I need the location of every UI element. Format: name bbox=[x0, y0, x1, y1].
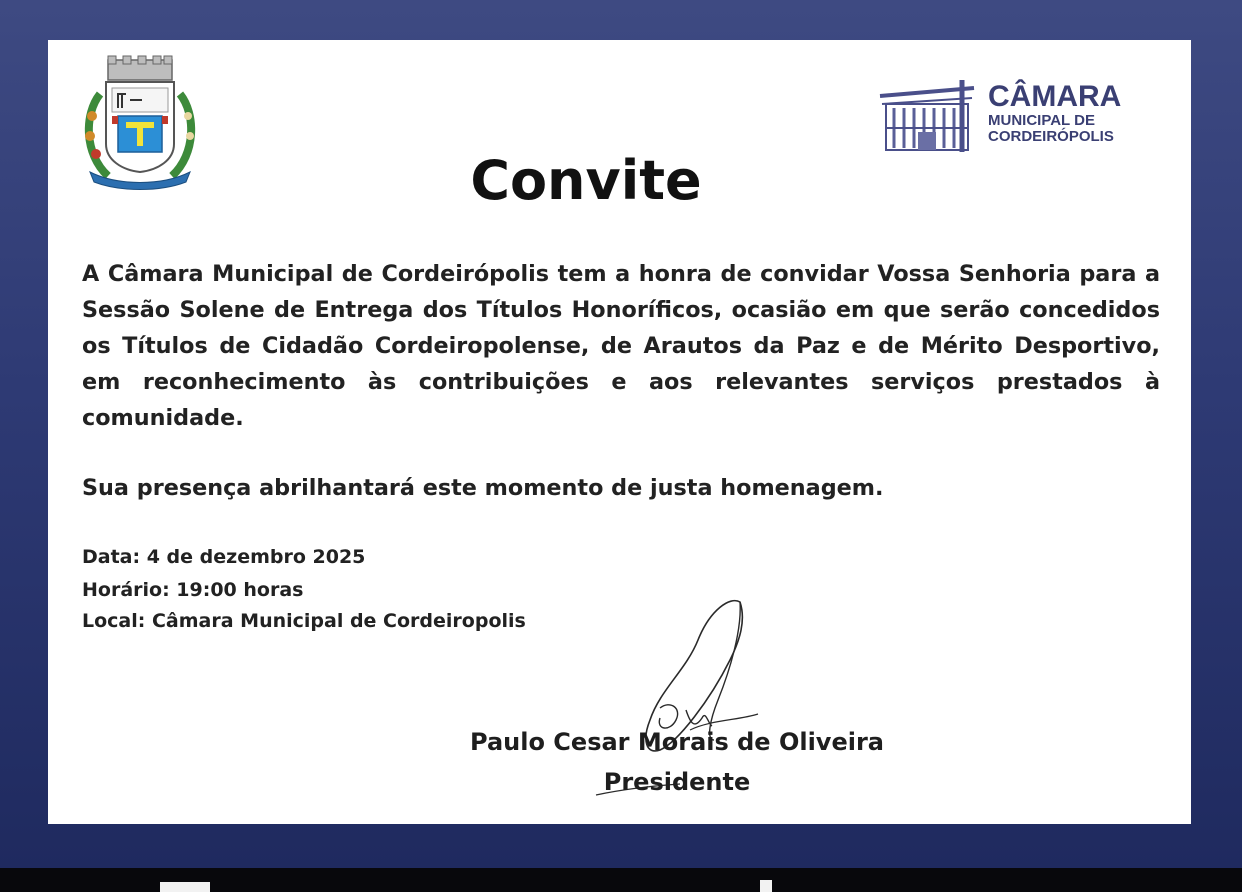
building-sketch-icon bbox=[878, 76, 978, 156]
bottom-caption-strip bbox=[0, 868, 1242, 892]
signer-name: Paulo Cesar Morais de Oliveira bbox=[470, 728, 884, 756]
event-location: Local: Câmara Municipal de Cordeiropolis bbox=[82, 610, 526, 632]
invitation-paragraph: A Câmara Municipal de Cordeirópolis tem a honra de convidar Vossa Senhoria para a Sessão Solene de Entrega dos Títulos Honoríficos, ocasião em que serão concedidos os Títulos de Cidadão Cordeiropolense, de Arautos da Paz e de Mérito Desportivo, em reconhecimento às contribuições e aos relevantes serviços prestados à comunidade. bbox=[82, 261, 1160, 431]
signer-role: Presidente bbox=[603, 768, 751, 796]
logo-title: CÂMARA bbox=[988, 80, 1122, 113]
presence-sentence: Sua presença abrilhantará este momento de justa homenagem. bbox=[82, 475, 884, 501]
logo-city: CORDEIRÓPOLIS bbox=[988, 128, 1114, 145]
logo-subtitle: MUNICIPAL DE bbox=[988, 112, 1095, 129]
camara-municipal-logo bbox=[878, 76, 1153, 156]
event-date: Data: 4 de dezembro 2025 bbox=[82, 546, 366, 568]
event-time: Horário: 19:00 horas bbox=[82, 579, 304, 601]
page-title: Convite bbox=[470, 149, 702, 212]
